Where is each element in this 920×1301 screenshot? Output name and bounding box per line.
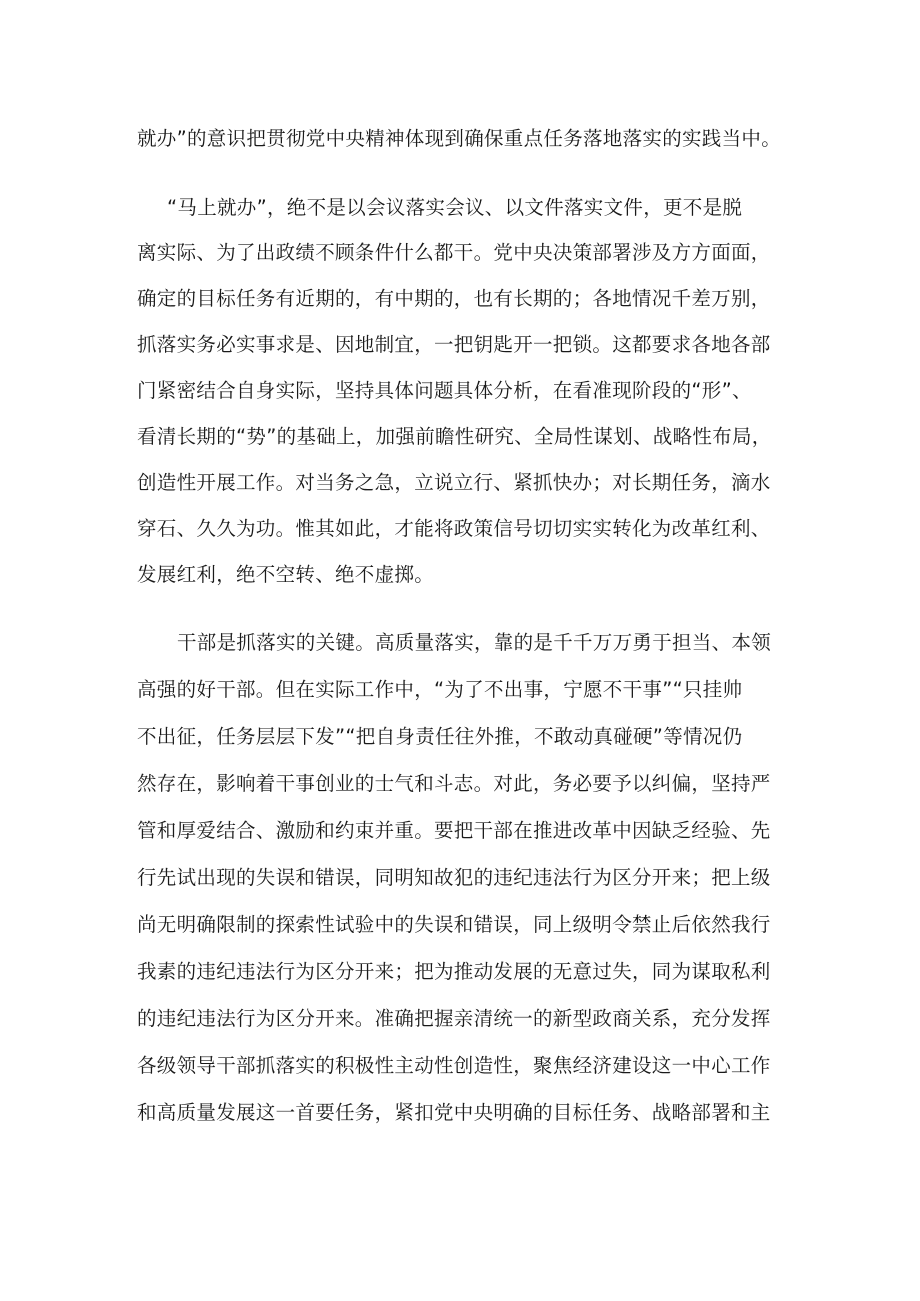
text-line: 看清长期的“势”的基础上，加强前瞻性研究、全局性谋划、战略性布局， [137, 425, 772, 448]
text-line: 创造性开展工作。对当务之急，立说立行、紧抓快办；对长期任务，滴水 [137, 471, 771, 494]
text-line: 各级领导干部抓落实的积极性主动性创造性，聚焦经济建设这一中心工作 [137, 1054, 771, 1077]
text-line: 确定的目标任务有近期的，有中期的，也有长期的；各地情况千差万别， [137, 287, 771, 310]
text-line: 干部是抓落实的关键。高质量落实，靠的是千千万万勇于担当、本领 [177, 631, 772, 654]
text-line: 我素的违纪违法行为区分开来；把为推动发展的无意过失，同为谋取私利 [137, 960, 771, 983]
text-line: 然存在，影响着干事创业的士气和斗志。对此，务必要予以纠偏，坚持严 [137, 772, 771, 795]
text-line: 不出征，任务层层下发”“把自身责任往外推，不敢动真碰硬”等情况仍 [137, 725, 743, 748]
text-line: 抓落实务必实事求是、因地制宜，一把钥匙开一把锁。这都要求各地各部 [137, 333, 771, 356]
text-line: “马上就办”，绝不是以会议落实会议、以文件落实文件，更不是脱 [167, 196, 743, 219]
text-line: 门紧密结合自身实际，坚持具体问题具体分析，在看准现阶段的“形”、 [137, 379, 752, 402]
text-line: 发展红利，绝不空转、绝不虚掷。 [137, 563, 435, 586]
text-line: 就办”的意识把贯彻党中央精神体现到确保重点任务落地落实的实践当中。 [137, 127, 782, 150]
text-line: 离实际、为了出政绩不顾条件什么都干。党中央决策部署涉及方方面面， [137, 241, 771, 264]
text-line: 管和厚爱结合、激励和约束并重。要把干部在推进改革中因缺乏经验、先 [137, 819, 771, 842]
text-line: 穿石、久久为功。惟其如此，才能将政策信号切切实实转化为改革红利、 [137, 517, 771, 540]
text-line: 的违纪违法行为区分开来。准确把握亲清统一的新型政商关系，充分发挥 [137, 1007, 771, 1030]
text-line: 尚无明确限制的探索性试验中的失误和错误，同上级明令禁止后依然我行 [137, 913, 771, 936]
text-line: 和高质量发展这一首要任务，紧扣党中央明确的目标任务、战略部署和主 [137, 1101, 771, 1124]
text-line: 高强的好干部。但在实际工作中，“为了不出事，宁愿不干事”“只挂帅 [137, 678, 743, 701]
text-line: 行先试出现的失误和错误，同明知故犯的违纪违法行为区分开来；把上级 [137, 866, 771, 889]
